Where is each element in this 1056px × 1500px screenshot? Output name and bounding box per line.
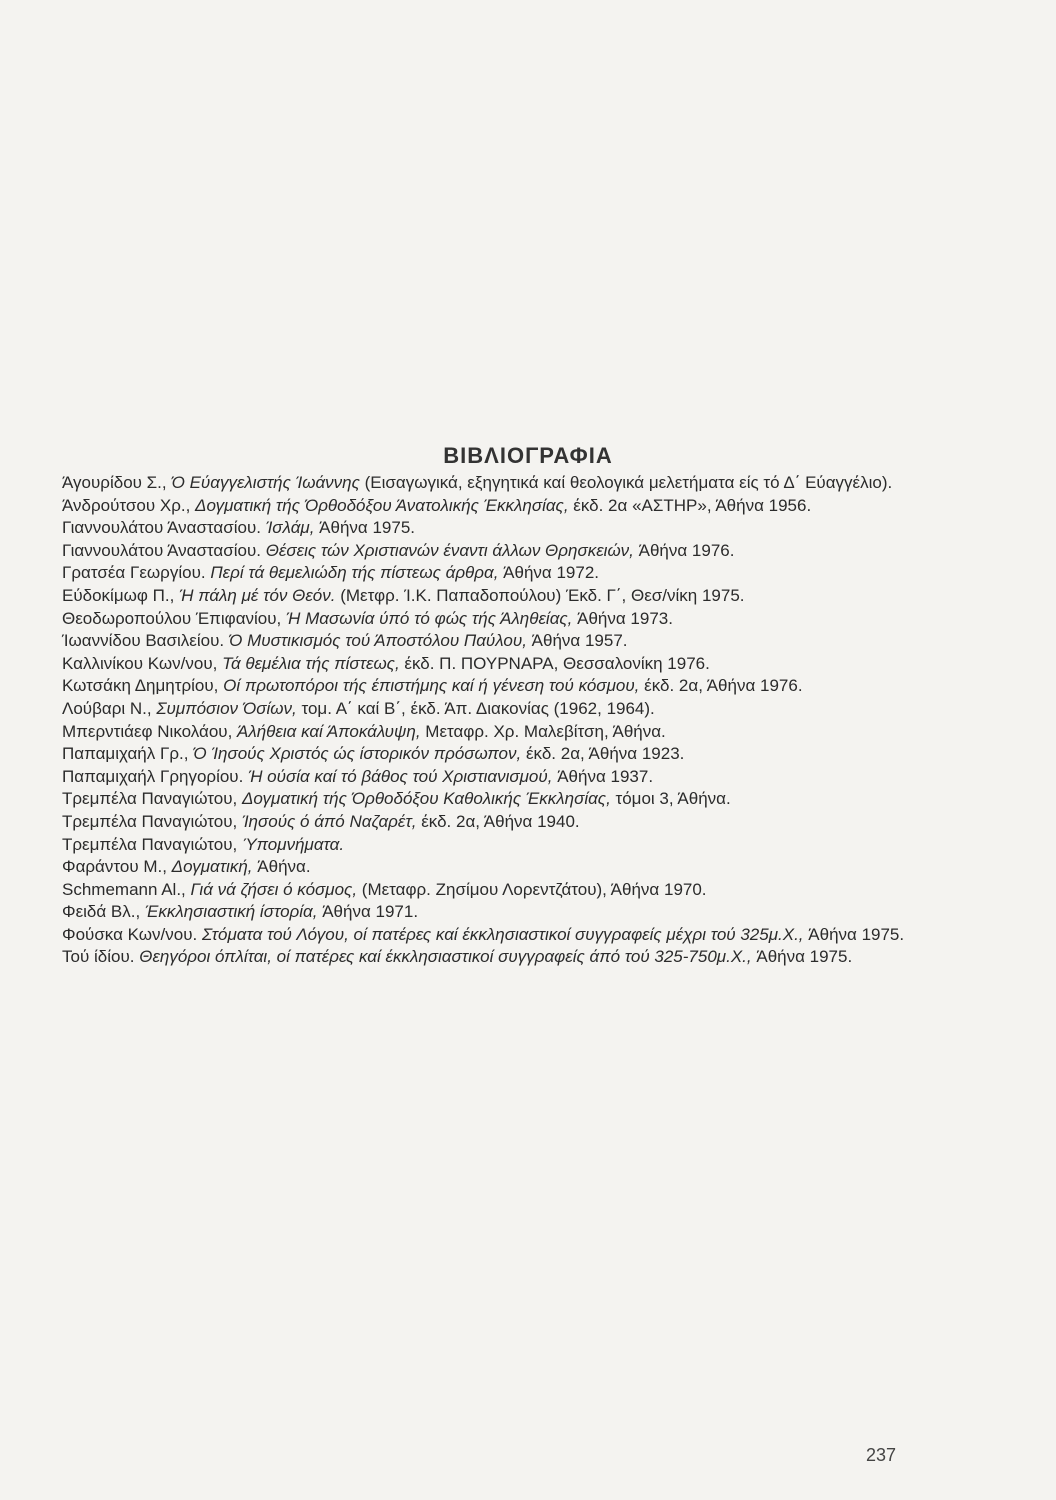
- entry-author: Τρεμπέλα Παναγιώτου,: [62, 789, 242, 809]
- bibliography-entry: [62, 924, 922, 947]
- bibliography-entry: [62, 743, 922, 766]
- entry-title: Θέσεις τών Χριστιανών έναντι άλλων Θρησκειών,: [265, 540, 639, 560]
- bibliography-entry: [62, 540, 922, 563]
- entry-title: Δογματική τής Όρθοδόξου Άνατολικής Έκκλησίας,: [195, 495, 574, 515]
- entry-author: Καλλινίκου Κων/νου,: [62, 653, 223, 673]
- entry-author: Schmemann Al.,: [62, 879, 191, 899]
- page-title: ΒΙΒΛΙΟΓΡΑΦΙΑ: [443, 442, 613, 468]
- bibliography-entry: [62, 766, 922, 789]
- bibliography-entry: [62, 721, 922, 744]
- entry-author: Κωτσάκη Δημητρίου,: [62, 676, 224, 696]
- entry-title: Δογματική τής Όρθοδόξου Καθολικής Έκκλησίας,: [241, 789, 616, 809]
- bibliography-list: [62, 472, 922, 969]
- bibliography-entry: [62, 675, 922, 698]
- bibliography-entry: [62, 472, 922, 495]
- bibliography-entry: [62, 630, 922, 653]
- entry-details: τομ. Α΄ καί Β΄, έκδ. Άπ. Διακονίας (1962, 1964).: [301, 698, 655, 718]
- entry-author: Γρατσέα Γεωργίου.: [62, 563, 211, 583]
- entry-title: Θεηγόροι όπλίται, οί πατέρες καί έκκλησιαστικοί συγγραφείς άπό τού 325-750μ.Χ.,: [139, 947, 757, 967]
- bibliography-entry: [62, 562, 922, 585]
- entry-details: Άθήνα 1975.: [319, 518, 416, 538]
- entry-title: Ή ούσία καί τό βάθος τού Χριστιανισμού,: [248, 766, 558, 786]
- entry-title: Ή πάλη μέ τόν Θεόν.: [179, 585, 341, 605]
- entry-author: Φειδά Βλ.,: [62, 902, 145, 922]
- entry-details: έκδ. Π. ΠΟΥΡΝΑΡΑ, Θεσσαλονίκη 1976.: [404, 653, 710, 673]
- entry-details: Μεταφρ. Χρ. Μαλεβίτση, Άθήνα.: [425, 721, 666, 741]
- entry-title: Στόματα τού Λόγου, οί πατέρες καί έκκλησιαστικοί συγγραφείς μέχρι τού 325μ.Χ.,: [201, 924, 809, 944]
- page-number: 237: [865, 1445, 896, 1465]
- bibliography-entry: [62, 879, 922, 902]
- entry-title: Οί πρωτοπόροι τής έπιστήμης καί ή γένεση τού κόσμου,: [223, 676, 645, 696]
- entry-title: Συμπόσιον Όσίων,: [156, 698, 302, 718]
- entry-title: Ίησούς ό άπό Ναζαρέτ,: [241, 811, 422, 831]
- entry-author: Παπαμιχαήλ Γρ.,: [62, 744, 194, 764]
- entry-author: Τρεμπέλα Παναγιώτου,: [62, 811, 242, 831]
- entry-author: Λούβαρι Ν.,: [62, 698, 157, 718]
- entry-title: Ύπομνήματα.: [241, 834, 345, 854]
- entry-details: Άθήνα 1973.: [577, 608, 673, 628]
- entry-author: Γιαννουλάτου Άναστασίου.: [62, 540, 266, 560]
- bibliography-entry: [62, 834, 922, 857]
- entry-title: Έκκλησιαστική ίστορία,: [144, 902, 323, 922]
- entry-author: Άγουρίδου Σ.,: [62, 473, 172, 492]
- entry-author: Τρεμπέλα Παναγιώτου,: [62, 834, 242, 854]
- entry-author: Φούσκα Κων/νου.: [62, 924, 202, 944]
- entry-details: τόμοι 3, Άθήνα.: [615, 789, 731, 809]
- entry-details: Άθήνα 1976.: [638, 540, 735, 560]
- entry-details: (Εισαγωγικά, εξηγητικά καί θεολογικά μελετήματα είς τό Δ΄ Εύαγγέλιο).: [364, 473, 893, 492]
- entry-author: Ίωαννίδου Βασιλείου.: [62, 631, 229, 651]
- entry-title: Τά θεμέλια τής πίστεως,: [222, 653, 405, 673]
- entry-details: Άθήνα 1937.: [557, 766, 654, 786]
- entry-author: Θεοδωροπούλου Έπιφανίου,: [62, 608, 286, 628]
- bibliography-entry: [62, 946, 922, 969]
- entry-author: Παπαμιχαήλ Γρηγορίου.: [62, 766, 249, 786]
- entry-details: (Μετφρ. Ί.Κ. Παπαδοπούλου) Έκδ. Γ΄, Θεσ/νίκη 1975.: [340, 585, 745, 605]
- entry-title: Άλήθεια καί Άποκάλυψη,: [237, 721, 426, 741]
- entry-details: έκδ. 2α «ΑΣΤΗΡ», Άθήνα 1956.: [573, 495, 812, 515]
- entry-author: Άνδρούτσου Χρ.,: [62, 495, 196, 515]
- entry-details: (Μεταφρ. Ζησίμου Λορεντζάτου), Άθήνα 1970.: [361, 879, 707, 899]
- bibliography-entry: [62, 856, 922, 879]
- bibliography-entry: [62, 811, 922, 834]
- entry-title: Περί τά θεμελιώδη τής πίστεως άρθρα,: [210, 563, 504, 583]
- entry-title: Ίσλάμ,: [265, 518, 320, 538]
- entry-title: Δογματική,: [171, 857, 258, 877]
- entry-details: Άθήνα 1957.: [531, 631, 628, 651]
- entry-details: Άθήνα 1971.: [322, 902, 419, 922]
- entry-author: Τού ίδίου.: [62, 947, 140, 967]
- entry-details: έκδ. 2α, Άθήνα 1976.: [644, 676, 803, 696]
- bibliography-entry: [62, 901, 922, 924]
- entry-title: Ό Μυστικισμός τού Άποστόλου Παύλου,: [228, 631, 532, 651]
- entry-title: Ό Ίησούς Χριστός ώς ίστορικόν πρόσωπον,: [193, 744, 526, 764]
- entry-details: Άθήνα 1975.: [808, 924, 905, 944]
- entry-title: Γιά νά ζήσει ό κόσμος,: [190, 879, 362, 899]
- entry-details: Άθήνα 1972.: [503, 563, 600, 583]
- bibliography-entry: [62, 698, 922, 721]
- bibliography-entry: [62, 788, 922, 811]
- entry-title: Ό Εύαγγελιστής Ίωάννης: [171, 473, 365, 492]
- bibliography-entry: [62, 517, 922, 540]
- entry-author: Μπερντιάεφ Νικολάου,: [62, 721, 238, 741]
- bibliography-entry: [62, 653, 922, 676]
- entry-author: Εύδοκίμωφ Π.,: [62, 585, 180, 605]
- entry-details: έκδ. 2α, Άθήνα 1940.: [421, 811, 580, 831]
- bibliography-entry: [62, 608, 922, 631]
- entry-author: Γιαννουλάτου Άναστασίου.: [62, 518, 266, 538]
- entry-details: Άθήνα.: [257, 857, 311, 877]
- bibliography-entry: [62, 585, 922, 608]
- entry-title: Ή Μασωνία ύπό τό φώς τής Άληθείας,: [286, 608, 578, 628]
- entry-details: Άθήνα 1975.: [756, 947, 853, 967]
- entry-author: Φαράντου Μ.,: [62, 857, 172, 877]
- entry-details: έκδ. 2α, Άθήνα 1923.: [525, 744, 685, 764]
- bibliography-entry: [62, 495, 922, 518]
